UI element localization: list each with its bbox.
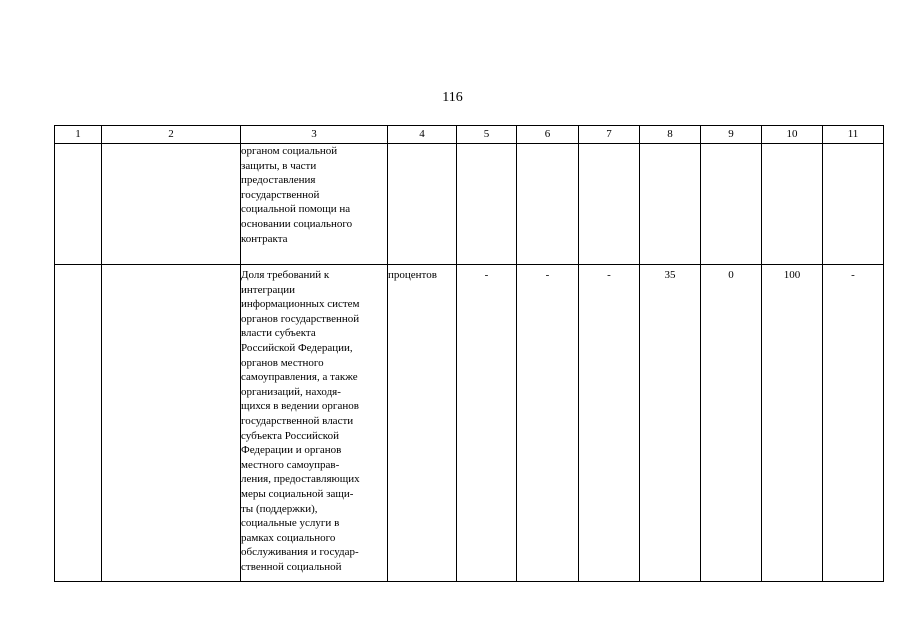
table-row bbox=[55, 144, 884, 265]
cell-value-5: - bbox=[457, 265, 517, 582]
cell-number bbox=[55, 144, 102, 265]
table-header-row bbox=[55, 126, 884, 144]
column-header-9: 9 bbox=[701, 126, 762, 144]
cell-name bbox=[102, 265, 241, 582]
column-header-1: 1 bbox=[55, 126, 102, 144]
cell-name bbox=[102, 144, 241, 265]
cell-indicator: Доля требований к интеграции информационных систем органов государственной власти субъекта Российской Федерации, органов местного самоуправления, а также организаций, находя- щихся в ведении органов государственной власти субъекта Российской Федерации и органов местного самоуправ- ления, предоставляющих меры социальной защи- ты (поддержки), социальные услуги в рамках социального обслуживания и государ- ственной социальной bbox=[241, 265, 388, 582]
column-header-2: 2 bbox=[102, 126, 241, 144]
cell-indicator: органом социальной защиты, в части предоставления государственной социальной помощи на основании социального контракта bbox=[241, 144, 388, 265]
table-row bbox=[55, 265, 884, 582]
cell-value-7: - bbox=[579, 265, 640, 582]
cell-value-6 bbox=[517, 144, 579, 265]
page-number: 116 bbox=[442, 90, 463, 105]
column-header-3: 3 bbox=[241, 126, 388, 144]
column-header-7: 7 bbox=[579, 126, 640, 144]
cell-number bbox=[55, 265, 102, 582]
cell-value-11: - bbox=[823, 265, 884, 582]
column-header-8: 8 bbox=[640, 126, 701, 144]
cell-value-8: 35 bbox=[640, 265, 701, 582]
cell-value-7 bbox=[579, 144, 640, 265]
column-header-10: 10 bbox=[762, 126, 823, 144]
cell-value-8 bbox=[640, 144, 701, 265]
indicators-table bbox=[54, 125, 884, 582]
cell-value-9: 0 bbox=[701, 265, 762, 582]
cell-value-11 bbox=[823, 144, 884, 265]
cell-unit bbox=[388, 144, 457, 265]
cell-value-10 bbox=[762, 144, 823, 265]
cell-value-5 bbox=[457, 144, 517, 265]
cell-value-9 bbox=[701, 144, 762, 265]
cell-value-6: - bbox=[517, 265, 579, 582]
cell-unit: процентов bbox=[388, 265, 457, 582]
column-header-11: 11 bbox=[823, 126, 884, 144]
cell-value-10: 100 bbox=[762, 265, 823, 582]
column-header-4: 4 bbox=[388, 126, 457, 144]
column-header-6: 6 bbox=[517, 126, 579, 144]
column-header-5: 5 bbox=[457, 126, 517, 144]
